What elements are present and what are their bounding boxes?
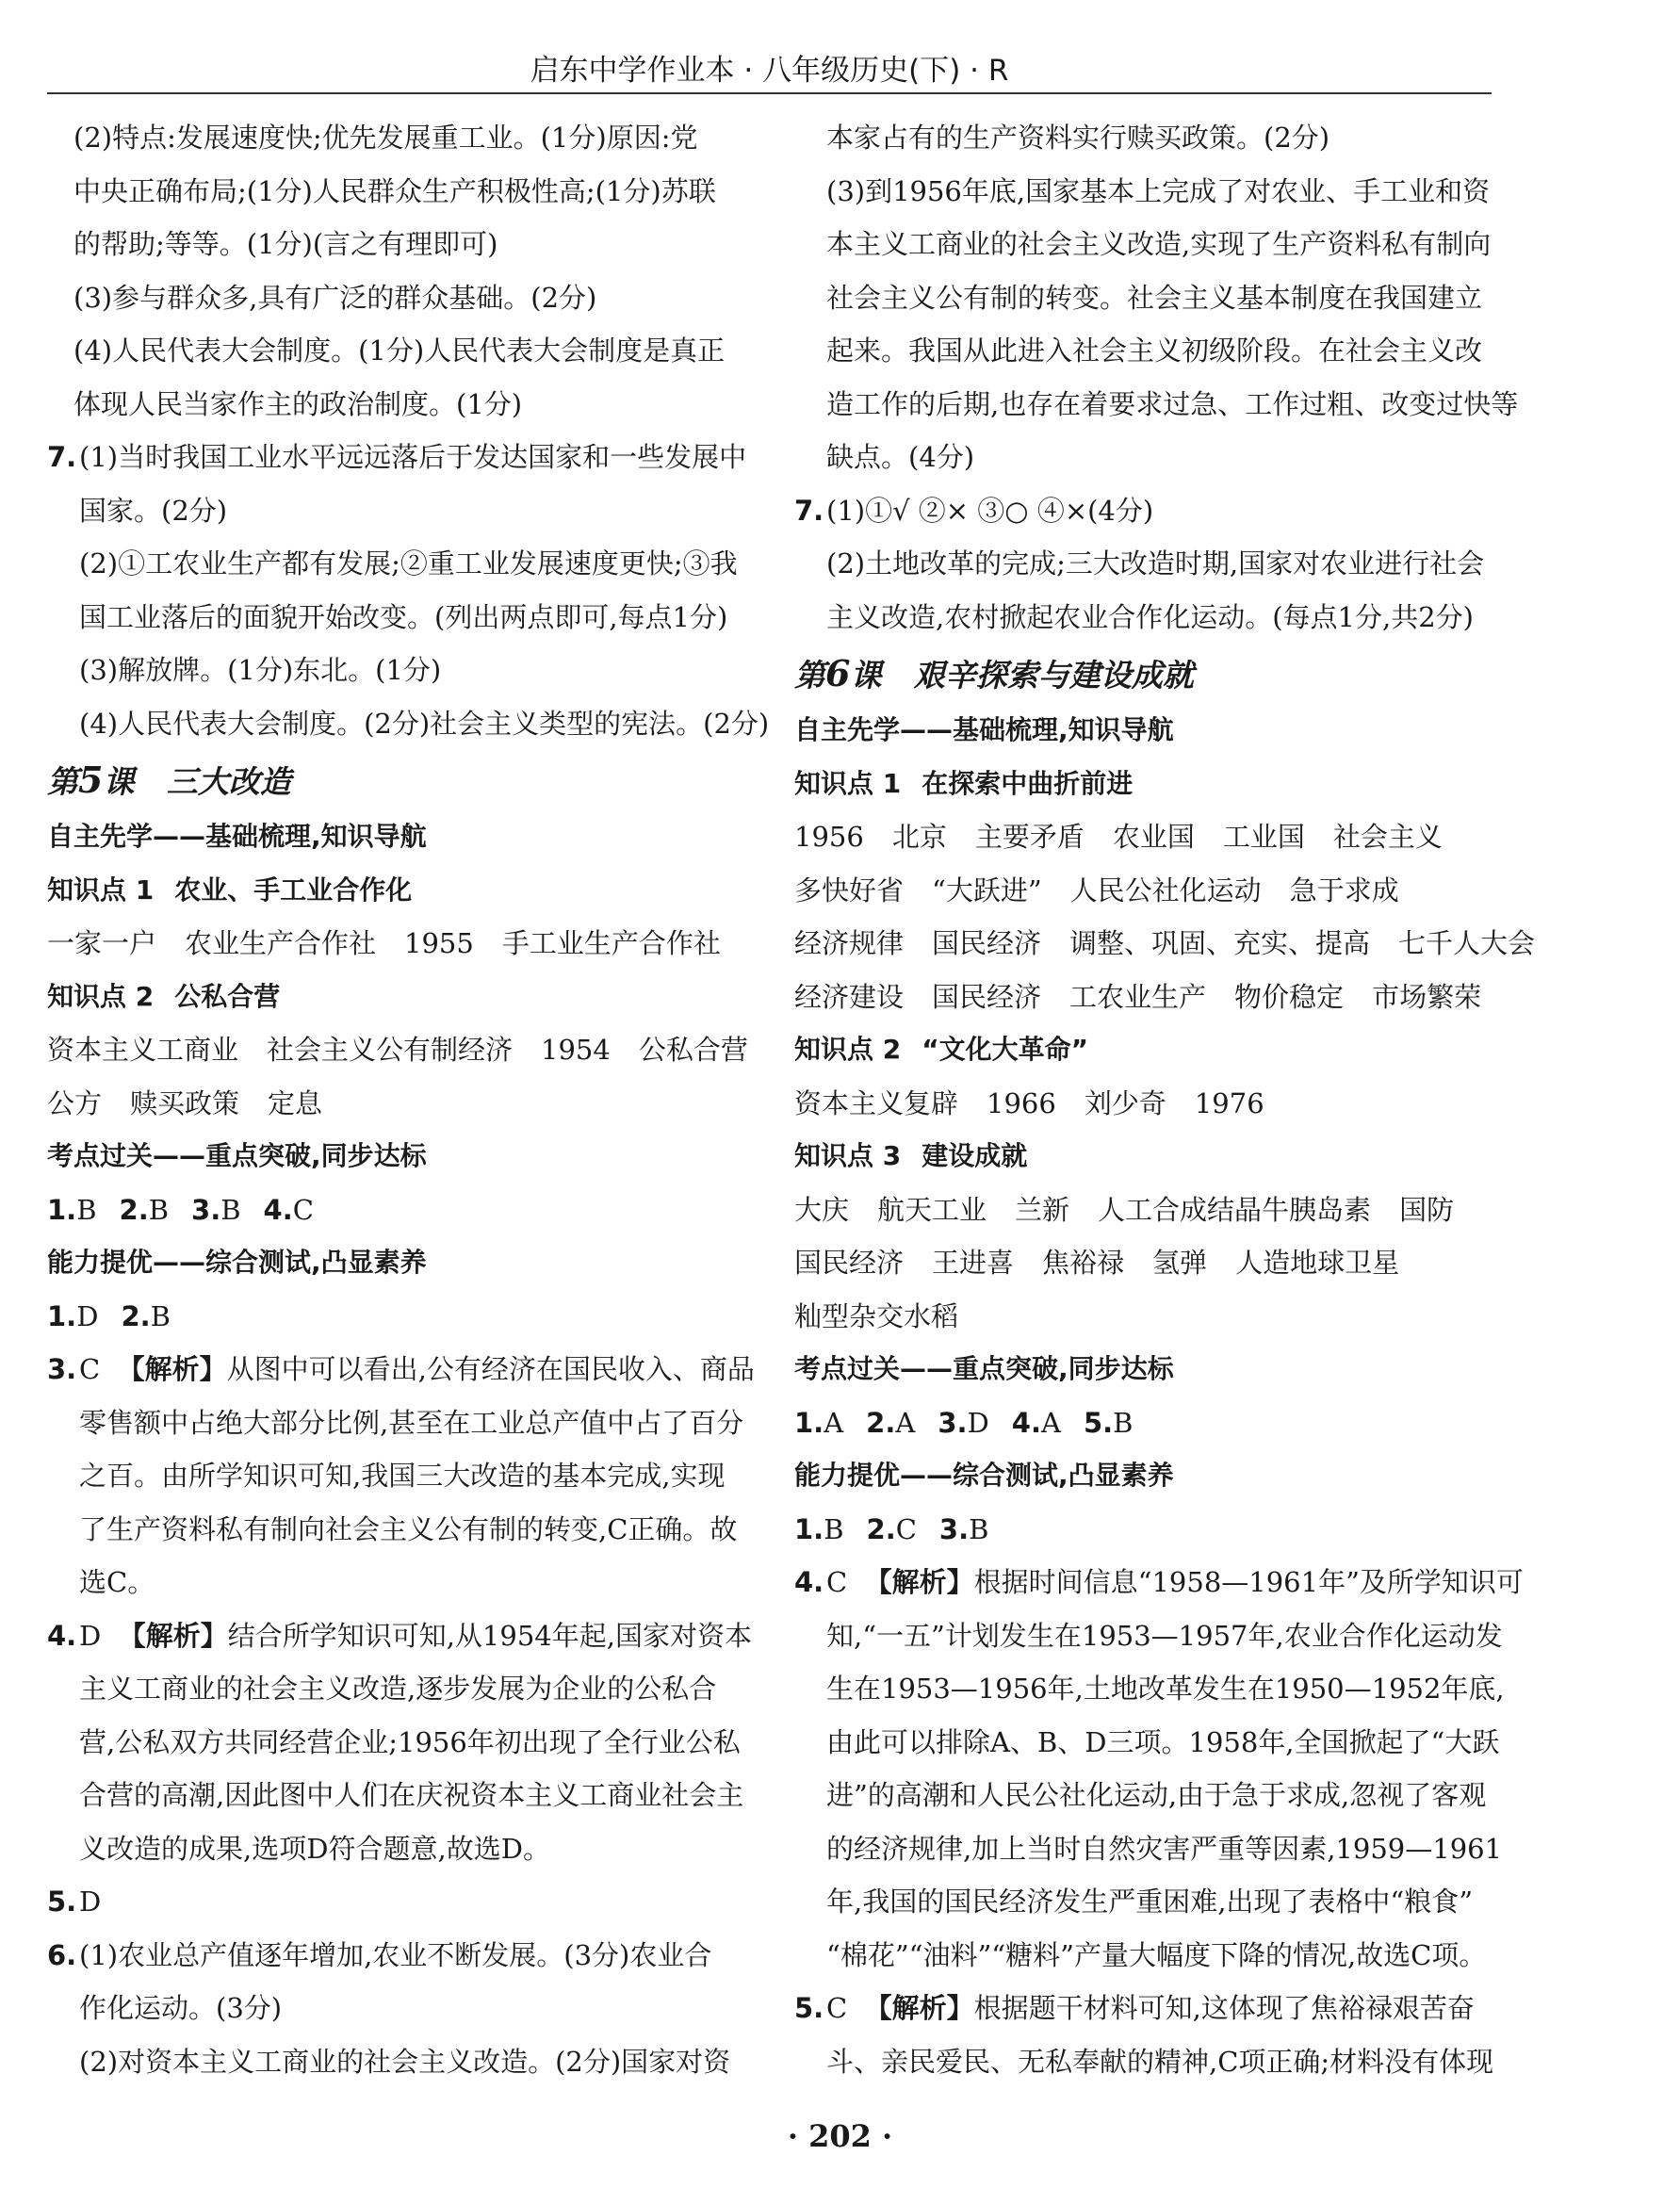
terms-line: 资本主义工商业 社会主义公有制经济 1954 公私合营: [47, 1034, 748, 1066]
text-line: 了生产资料私有制向社会主义公有制的转变,C正确。故: [79, 1512, 738, 1545]
question-7: 7.(1)①√ ②× ③○ ④×(4分): [794, 494, 1154, 527]
text-line: 本家占有的生产资料实行赎买政策。(2分): [826, 122, 1330, 154]
text-line: (4)人民代表大会制度。(2分)社会主义类型的宪法。(2分): [79, 707, 770, 740]
text-line: 生在1953—1956年,土地改革发生在1950—1952年底,: [826, 1673, 1505, 1705]
text-line: 本主义工商业的社会主义改造,实现了生产资料私有制向: [826, 228, 1492, 260]
text-line: 选C。: [79, 1566, 155, 1598]
answer-line: 1.B 2.C 3.B: [794, 1512, 989, 1545]
text-line: (2)①工农业生产都有发展;②重工业发展速度更快;③我: [79, 547, 738, 580]
terms-line: 一家一户 农业生产合作社 1955 手工业生产合作社: [47, 927, 721, 959]
knowledge-point-1: 知识点 1 农业、手工业合作化: [47, 874, 413, 906]
section-heading: 考点过关——重点突破,同步达标: [47, 1140, 427, 1171]
text-line: 营,公私双方共同经营企业;1956年初出现了全行业公私: [79, 1725, 741, 1758]
text-line: “棉花”“油料”“糖料”产量大幅度下降的情况,故选C项。: [826, 1938, 1487, 1971]
terms-line: 籼型杂交水稻: [794, 1299, 959, 1332]
text-line: 进”的高潮和人民公社化运动,由于急于求成,忽视了客观: [826, 1779, 1487, 1811]
question-6: 6.(1)农业总产值逐年增加,农业不断发展。(3分)农业合: [47, 1938, 712, 1971]
text-line: 由此可以排除A、B、D三项。1958年,全国掀起了“大跃: [826, 1725, 1500, 1758]
terms-line: 1956 北京 主要矛盾 农业国 工业国 社会主义: [794, 821, 1443, 853]
terms-line: 经济规律 国民经济 调整、巩固、充实、提高 七千人大会: [794, 927, 1536, 959]
text-line: 义改造的成果,选项D符合题意,故选D。: [79, 1832, 550, 1865]
lesson-title: 艰辛探索与建设成就: [913, 657, 1194, 694]
text-line: 国家。(2分): [79, 494, 228, 527]
text-line: 主义改造,农村掀起农业合作化运动。(每点1分,共2分): [826, 600, 1474, 633]
knowledge-point-2: 知识点 2 “文化大革命”: [794, 1034, 1089, 1065]
knowledge-point-3: 知识点 3 建设成就: [794, 1140, 1028, 1171]
page-number: · 202 ·: [787, 2118, 893, 2154]
question-4: 4.D 【解析】结合所学知识可知,从1954年起,国家对资本: [47, 1619, 752, 1652]
text-line: 缺点。(4分): [826, 441, 975, 473]
question-5: 5.D: [47, 1886, 102, 1918]
text-line: 造工作的后期,也存在着要求过急、工作过粗、改变过快等: [826, 387, 1519, 420]
knowledge-point-1: 知识点 1 在探索中曲折前进: [794, 767, 1134, 799]
question-3: 3.C 【解析】从图中可以看出,公有经济在国民收入、商品: [47, 1353, 755, 1385]
answer-line: 1.D 2.B: [47, 1299, 171, 1332]
text-line: (4)人民代表大会制度。(1分)人民代表大会制度是真正: [73, 335, 726, 367]
analysis-tag: 【解析】: [118, 1619, 228, 1652]
text-line: 之百。由所学知识可知,我国三大改造的基本完成,实现: [79, 1460, 726, 1492]
text-line: (3)参与群众多,具有广泛的群众基础。(2分): [73, 281, 597, 314]
question-4: 4.C 【解析】根据时间信息“1958—1961年”及所学知识可: [794, 1566, 1524, 1598]
question-7: 7.(1)当时我国工业水平远远落后于发达国家和一些发展中: [47, 431, 763, 484]
lesson-title: 三大改造: [166, 763, 291, 800]
analysis-tag: 【解析】: [864, 1566, 974, 1598]
text-line: 知,“一五”计划发生在1953—1957年,农业合作化运动发: [826, 1619, 1503, 1652]
text-line: (3)解放牌。(1分)东北。(1分): [79, 654, 442, 686]
text-line: 主义工商业的社会主义改造,逐步发展为企业的公私合: [79, 1673, 717, 1705]
question-number: 7.: [47, 441, 77, 473]
section-heading: 自主先学——基础梳理,知识导航: [794, 714, 1174, 745]
terms-line: 资本主义复辟 1966 刘少奇 1976: [794, 1086, 1264, 1119]
text-line: 的帮助;等等。(1分)(言之有理即可): [73, 228, 498, 260]
text-line: 国工业落后的面貌开始改变。(列出两点即可,每点1分): [79, 600, 728, 633]
text-line: 起来。我国从此进入社会主义初级阶段。在社会主义改: [826, 335, 1483, 367]
text-line: 社会主义公有制的转变。社会主义基本制度在我国建立: [826, 281, 1483, 314]
text-line: (2)土地改革的完成;三大改造时期,国家对农业进行社会: [826, 547, 1485, 580]
text-line: (2)特点:发展速度快;优先发展重工业。(1分)原因:党: [73, 122, 698, 154]
terms-line: 多快好省 “大跃进” 人民公社化运动 急于求成: [794, 874, 1399, 906]
text-line: 作化运动。(3分): [79, 1992, 283, 2024]
text-line: 合营的高潮,因此图中人们在庆祝资本主义工商业社会主: [79, 1779, 744, 1811]
answer-line: 1.A 2.A 3.D 4.A 5.B: [794, 1406, 1134, 1439]
text-line: 体现人民当家作主的政治制度。(1分): [73, 387, 523, 420]
text-line: 中央正确布局;(1分)人民群众生产积极性高;(1分)苏联: [73, 174, 716, 207]
text-line: 年,我国的国民经济发生严重困难,出现了表格中“粮食”: [826, 1886, 1474, 1918]
text-line: 斗、亲民爱民、无私奉献的精神,C项正确;材料没有体现: [826, 2045, 1494, 2078]
section-heading: 能力提优——综合测试,凸显素养: [47, 1247, 427, 1278]
terms-line: 经济建设 国民经济 工农业生产 物价稳定 市场繁荣: [794, 980, 1482, 1013]
question-5: 5.C 【解析】根据题干材料可知,这体现了焦裕禄艰苦奋: [794, 1992, 1475, 2024]
section-heading: 自主先学——基础梳理,知识导航: [47, 821, 427, 852]
section-heading: 考点过关——重点突破,同步达标: [794, 1353, 1174, 1384]
analysis-tag: 【解析】: [864, 1992, 974, 2024]
left-column: [47, 111, 770, 2088]
lesson-5-heading: 第5课 三大改造: [47, 759, 291, 801]
terms-line: 公方 赎买政策 定息: [47, 1086, 323, 1119]
lesson-6-heading: 第6课 艰辛探索与建设成就: [794, 652, 1194, 694]
page-header: 启东中学作业本 · 八年级历史(下) · R: [530, 54, 1009, 88]
terms-line: 国民经济 王进喜 焦裕禄 氢弹 人造地球卫星: [794, 1247, 1400, 1279]
text-line: 的经济规律,加上当时自然灾害严重等因素,1959—1961: [826, 1832, 1503, 1865]
text-line: (2)对资本主义工商业的社会主义改造。(2分)国家对资: [79, 2045, 731, 2078]
section-heading: 能力提优——综合测试,凸显素养: [794, 1460, 1174, 1491]
answer-line: 1.B 2.B 3.B 4.C: [47, 1193, 314, 1226]
header-rule: [47, 92, 1492, 94]
terms-line: 大庆 航天工业 兰新 人工合成结晶牛胰岛素 国防: [794, 1193, 1455, 1226]
text-line: (3)到1956年底,国家基本上完成了对农业、手工业和资: [826, 174, 1491, 207]
knowledge-point-2: 知识点 2 公私合营: [47, 980, 281, 1012]
right-column: [794, 111, 1536, 2088]
text-line: 零售额中占绝大部分比例,甚至在工业总产值中占了百分: [79, 1406, 744, 1439]
analysis-tag: 【解析】: [117, 1353, 227, 1385]
